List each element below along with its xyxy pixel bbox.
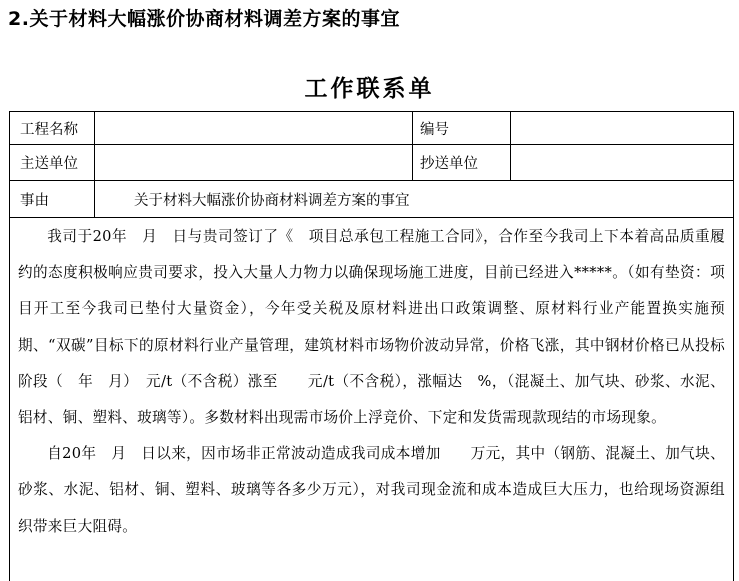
section-heading: 2.关于材料大幅涨价协商材料调差方案的事宜 <box>8 8 400 30</box>
send-to-label: 主送单位 <box>20 156 78 172</box>
subject-label: 事由 <box>20 192 49 209</box>
cc-value[interactable] <box>516 145 726 180</box>
subject-value[interactable]: 关于材料大幅涨价协商材料调差方案的事宜 <box>134 192 410 209</box>
letter-body <box>10 219 733 545</box>
project-name-label: 工程名称 <box>20 121 78 138</box>
body-paragraph-2: 自20年 月 日以来，因市场非正常波动造成我司成本增加 万元，其中（钢筋、混凝土、加气块、砂浆、水泥、铝材、铜、塑料、玻璃等各多少万元），对我司现金流和成本造成巨大压力，也给现场资源组织带来巨大阻碍。 <box>18 445 725 535</box>
project-name-value[interactable] <box>100 112 410 144</box>
number-label: 编号 <box>420 121 449 138</box>
send-to-value[interactable] <box>100 145 410 180</box>
row-project-name <box>10 112 733 145</box>
row-send-to <box>10 145 733 181</box>
body-paragraph-1: 我司于20年 月 日与贵司签订了《 项目总承包工程施工合同》，合作至今我司上下本着高品质重履约的态度积极响应贵司要求，投入大量人力物力以确保现场施工进度，目前已经进入*****。（如有垫资：项目开工至今我司已垫付大量资金），今年受关税及原材料进出口政策调整、原材料行业产能置换实施预期、“双碳”目标下的原材料行业产量管理，建筑材料市场物价波动异常，价格飞涨，其中钢材价格已从投标阶段（ 年 月） 元/t（不含税）涨至 元/t（不含税），涨幅达 %，（混凝土、加气块、砂浆、水泥、铝材、铜、塑料、玻璃等）。多数材料出现需市场价上浮竞价、下定和发货需现款现结的市场现象。 <box>18 228 725 427</box>
number-value[interactable] <box>516 112 726 144</box>
form-title: 工作联系单 <box>304 76 435 102</box>
row-subject <box>10 181 733 218</box>
cc-label: 抄送单位 <box>420 156 478 172</box>
work-contact-form <box>9 111 734 581</box>
